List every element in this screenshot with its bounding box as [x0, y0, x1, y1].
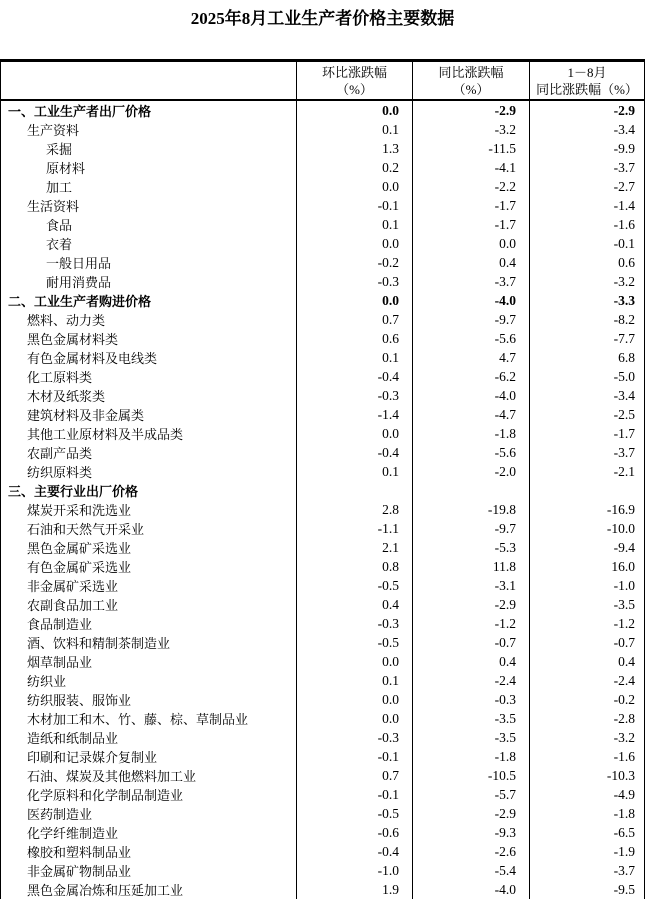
- row-value: 2.8: [297, 500, 413, 519]
- row-value: 0.4: [297, 595, 413, 614]
- row-value: 0.0: [297, 177, 413, 196]
- row-value: [530, 481, 645, 500]
- row-value: -0.4: [297, 443, 413, 462]
- row-value: -1.8: [413, 424, 530, 443]
- row-value: -10.3: [530, 766, 645, 785]
- header-yoy-line1: 同比涨跌幅: [438, 64, 504, 80]
- row-value: -0.3: [413, 690, 530, 709]
- row-label: 黑色金属冶炼和压延加工业: [27, 883, 184, 898]
- row-value: -0.2: [530, 690, 645, 709]
- row-label: 烟草制品业: [27, 655, 93, 670]
- row-label: 石油、煤炭及其他燃料加工业: [27, 769, 197, 784]
- row-value: -2.4: [530, 671, 645, 690]
- row-label: 衣着: [46, 237, 73, 252]
- row-label: 有色金属材料及电线类: [27, 351, 158, 366]
- header-yoy-line2: （%）: [452, 81, 490, 97]
- row-value: 0.0: [413, 234, 530, 253]
- row-value: -4.0: [413, 880, 530, 899]
- row-value: -0.3: [297, 614, 413, 633]
- row-label: 酒、饮料和精制茶制造业: [27, 636, 171, 651]
- row-value: -3.2: [413, 120, 530, 139]
- table-row: [1, 367, 645, 386]
- table-row: [1, 538, 645, 557]
- row-value: -1.0: [297, 861, 413, 880]
- row-value: -0.1: [530, 234, 645, 253]
- row-value: -1.4: [530, 196, 645, 215]
- row-value: 11.8: [413, 557, 530, 576]
- row-label: 一般日用品: [46, 256, 112, 271]
- row-value: -0.7: [413, 633, 530, 652]
- row-value: 0.1: [297, 671, 413, 690]
- row-label: 生活资料: [27, 199, 80, 214]
- row-value: -5.7: [413, 785, 530, 804]
- row-value: -4.0: [413, 386, 530, 405]
- row-value: -0.5: [297, 576, 413, 595]
- row-value: -9.5: [530, 880, 645, 899]
- row-value: -2.9: [530, 100, 645, 120]
- table-row: [1, 728, 645, 747]
- row-value: -4.0: [413, 291, 530, 310]
- row-value: -8.2: [530, 310, 645, 329]
- row-value: -0.2: [297, 253, 413, 272]
- row-value: -0.1: [297, 747, 413, 766]
- price-data-table: [0, 59, 645, 899]
- row-value: 16.0: [530, 557, 645, 576]
- row-label: 黑色金属材料类: [27, 332, 119, 347]
- row-value: 0.4: [530, 652, 645, 671]
- row-value: 0.0: [297, 234, 413, 253]
- row-value: -4.9: [530, 785, 645, 804]
- row-label: 食品: [46, 218, 73, 233]
- row-label: 非金属矿采选业: [27, 579, 119, 594]
- row-value: 0.0: [297, 690, 413, 709]
- row-value: -4.1: [413, 158, 530, 177]
- row-label: 印刷和记录媒介复制业: [27, 750, 158, 765]
- table-row: [1, 405, 645, 424]
- row-label: 农副产品类: [27, 446, 93, 461]
- row-value: -5.6: [413, 329, 530, 348]
- row-value: 2.1: [297, 538, 413, 557]
- row-label: 燃料、动力类: [27, 313, 106, 328]
- row-value: -2.5: [530, 405, 645, 424]
- table-row: [1, 690, 645, 709]
- table-row: [1, 481, 645, 500]
- row-value: -0.6: [297, 823, 413, 842]
- table-row: [1, 500, 645, 519]
- table-row: [1, 462, 645, 481]
- row-value: -1.1: [297, 519, 413, 538]
- row-value: -1.6: [530, 215, 645, 234]
- table-row: [1, 804, 645, 823]
- table-row: [1, 348, 645, 367]
- row-value: -3.5: [413, 709, 530, 728]
- row-label: 食品制造业: [27, 617, 93, 632]
- row-label: 化学原料和化学制品制造业: [27, 788, 184, 803]
- table-row: [1, 557, 645, 576]
- row-value: 0.0: [297, 424, 413, 443]
- row-value: -2.2: [413, 177, 530, 196]
- row-value: -3.5: [413, 728, 530, 747]
- row-label: 建筑材料及非金属类: [27, 408, 145, 423]
- row-value: -1.9: [530, 842, 645, 861]
- table-row: [1, 120, 645, 139]
- table-header: [1, 61, 645, 101]
- row-value: -3.1: [413, 576, 530, 595]
- table-row: [1, 386, 645, 405]
- row-value: 0.0: [297, 709, 413, 728]
- row-value: 0.8: [297, 557, 413, 576]
- row-value: -5.4: [413, 861, 530, 880]
- row-value: -3.7: [530, 443, 645, 462]
- row-value: -1.0: [530, 576, 645, 595]
- row-value: -2.7: [530, 177, 645, 196]
- row-label: 石油和天然气开采业: [27, 522, 145, 537]
- row-value: -2.0: [413, 462, 530, 481]
- row-value: -1.7: [530, 424, 645, 443]
- row-value: -2.9: [413, 595, 530, 614]
- row-label: 生产资料: [27, 123, 80, 138]
- row-label: 加工: [46, 180, 73, 195]
- row-value: -5.6: [413, 443, 530, 462]
- row-label: 二、工业生产者购进价格: [8, 294, 152, 309]
- table-body: [1, 100, 645, 899]
- header-mom-line2: （%）: [336, 81, 373, 97]
- table-row: [1, 785, 645, 804]
- row-value: 0.0: [297, 652, 413, 671]
- row-value: -0.4: [297, 842, 413, 861]
- row-label: 煤炭开采和洗选业: [27, 503, 132, 518]
- row-value: 0.1: [297, 120, 413, 139]
- row-label: 一、工业生产者出厂价格: [8, 104, 152, 119]
- row-value: -0.7: [530, 633, 645, 652]
- row-label: 三、主要行业出厂价格: [8, 484, 139, 499]
- row-value: -3.3: [530, 291, 645, 310]
- row-value: 0.6: [297, 329, 413, 348]
- row-value: -0.1: [297, 196, 413, 215]
- row-value: 0.0: [297, 291, 413, 310]
- row-value: -6.5: [530, 823, 645, 842]
- row-label: 化工原料类: [27, 370, 93, 385]
- table-row: [1, 443, 645, 462]
- row-value: -1.4: [297, 405, 413, 424]
- table-row: [1, 272, 645, 291]
- row-value: -3.7: [530, 861, 645, 880]
- row-label: 耐用消费品: [46, 275, 112, 290]
- table-row: [1, 291, 645, 310]
- row-value: -1.2: [530, 614, 645, 633]
- row-value: -3.4: [530, 386, 645, 405]
- row-label: 原材料: [46, 161, 86, 176]
- row-value: -2.4: [413, 671, 530, 690]
- row-label: 黑色金属矿采选业: [27, 541, 132, 556]
- row-label: 采掘: [46, 142, 73, 157]
- row-value: -16.9: [530, 500, 645, 519]
- row-value: -0.1: [297, 785, 413, 804]
- row-value: -1.6: [530, 747, 645, 766]
- row-label: 造纸和纸制品业: [27, 731, 119, 746]
- table-row: [1, 177, 645, 196]
- row-label: 纺织业: [27, 674, 67, 689]
- row-value: -3.7: [413, 272, 530, 291]
- row-value: -9.9: [530, 139, 645, 158]
- row-label: 橡胶和塑料制品业: [27, 845, 132, 860]
- row-label: 木材加工和木、竹、藤、棕、草制品业: [27, 712, 249, 727]
- row-value: 0.1: [297, 348, 413, 367]
- row-value: 0.4: [413, 652, 530, 671]
- row-value: 6.8: [530, 348, 645, 367]
- row-label: 化学纤维制造业: [27, 826, 119, 841]
- header-cumulative-line1: 1－8月: [567, 64, 607, 80]
- row-value: -3.4: [530, 120, 645, 139]
- row-value: 0.7: [297, 766, 413, 785]
- page: [0, 8, 645, 899]
- row-value: -0.3: [297, 728, 413, 747]
- row-value: 1.9: [297, 880, 413, 899]
- table-row: [1, 595, 645, 614]
- row-value: -1.8: [530, 804, 645, 823]
- row-value: -9.3: [413, 823, 530, 842]
- row-value: -10.5: [413, 766, 530, 785]
- row-value: -7.7: [530, 329, 645, 348]
- row-value: [297, 481, 413, 500]
- row-value: -5.0: [530, 367, 645, 386]
- row-value: -0.3: [297, 272, 413, 291]
- table-row: [1, 310, 645, 329]
- row-value: 0.4: [413, 253, 530, 272]
- table-row: [1, 880, 645, 899]
- page-title: 2025年8月工业生产者价格主要数据: [190, 9, 455, 28]
- header-row: [1, 61, 645, 101]
- row-value: -3.5: [530, 595, 645, 614]
- row-value: -5.3: [413, 538, 530, 557]
- table-row: [1, 842, 645, 861]
- table-row: [1, 519, 645, 538]
- table-row: [1, 766, 645, 785]
- header-cumulative-line2: 同比涨跌幅（%）: [536, 81, 638, 97]
- row-value: -4.7: [413, 405, 530, 424]
- header-cell-empty: [1, 61, 297, 101]
- row-value: -1.2: [413, 614, 530, 633]
- row-label: 非金属矿物制品业: [27, 864, 132, 879]
- table-row: [1, 823, 645, 842]
- row-label: 其他工业原材料及半成品类: [27, 427, 184, 442]
- row-value: -2.9: [413, 100, 530, 120]
- row-value: -9.7: [413, 519, 530, 538]
- row-value: 0.2: [297, 158, 413, 177]
- table-row: [1, 576, 645, 595]
- row-value: -0.4: [297, 367, 413, 386]
- row-value: -0.5: [297, 633, 413, 652]
- row-value: -3.7: [530, 158, 645, 177]
- row-value: 1.3: [297, 139, 413, 158]
- row-value: -0.3: [297, 386, 413, 405]
- row-value: -2.8: [530, 709, 645, 728]
- table-row: [1, 234, 645, 253]
- row-value: 0.0: [297, 100, 413, 120]
- row-label: 木材及纸浆类: [27, 389, 106, 404]
- row-value: -1.7: [413, 196, 530, 215]
- row-value: -3.2: [530, 728, 645, 747]
- row-value: -2.6: [413, 842, 530, 861]
- row-label: 纺织原料类: [27, 465, 93, 480]
- row-value: -6.2: [413, 367, 530, 386]
- table-row: [1, 196, 645, 215]
- row-value: -1.7: [413, 215, 530, 234]
- row-value: -2.1: [530, 462, 645, 481]
- row-value: 0.6: [530, 253, 645, 272]
- header-mom-line1: 环比涨跌幅: [321, 64, 387, 80]
- table-row: [1, 671, 645, 690]
- row-value: 0.1: [297, 462, 413, 481]
- row-value: -11.5: [413, 139, 530, 158]
- row-value: -9.4: [530, 538, 645, 557]
- row-value: 0.1: [297, 215, 413, 234]
- header-cell-mom: [297, 61, 413, 101]
- row-value: -2.9: [413, 804, 530, 823]
- table-row: [1, 100, 645, 120]
- row-value: -10.0: [530, 519, 645, 538]
- row-label: 农副食品加工业: [27, 598, 119, 613]
- row-value: -3.2: [530, 272, 645, 291]
- table-row: [1, 709, 645, 728]
- row-label: 有色金属矿采选业: [27, 560, 132, 575]
- row-label: 纺织服装、服饰业: [27, 693, 132, 708]
- table-row: [1, 652, 645, 671]
- table-row: [1, 253, 645, 272]
- row-label: 医药制造业: [27, 807, 93, 822]
- row-value: -1.8: [413, 747, 530, 766]
- table-row: [1, 747, 645, 766]
- table-row: [1, 215, 645, 234]
- row-value: -9.7: [413, 310, 530, 329]
- row-value: -0.5: [297, 804, 413, 823]
- table-row: [1, 614, 645, 633]
- table-row: [1, 329, 645, 348]
- table-row: [1, 424, 645, 443]
- table-row: [1, 139, 645, 158]
- row-value: [413, 481, 530, 500]
- table-row: [1, 633, 645, 652]
- table-row: [1, 158, 645, 177]
- row-value: -19.8: [413, 500, 530, 519]
- row-value: 4.7: [413, 348, 530, 367]
- header-cell-cumulative: [530, 61, 645, 101]
- header-cell-yoy: [413, 61, 530, 101]
- table-row: [1, 861, 645, 880]
- row-value: 0.7: [297, 310, 413, 329]
